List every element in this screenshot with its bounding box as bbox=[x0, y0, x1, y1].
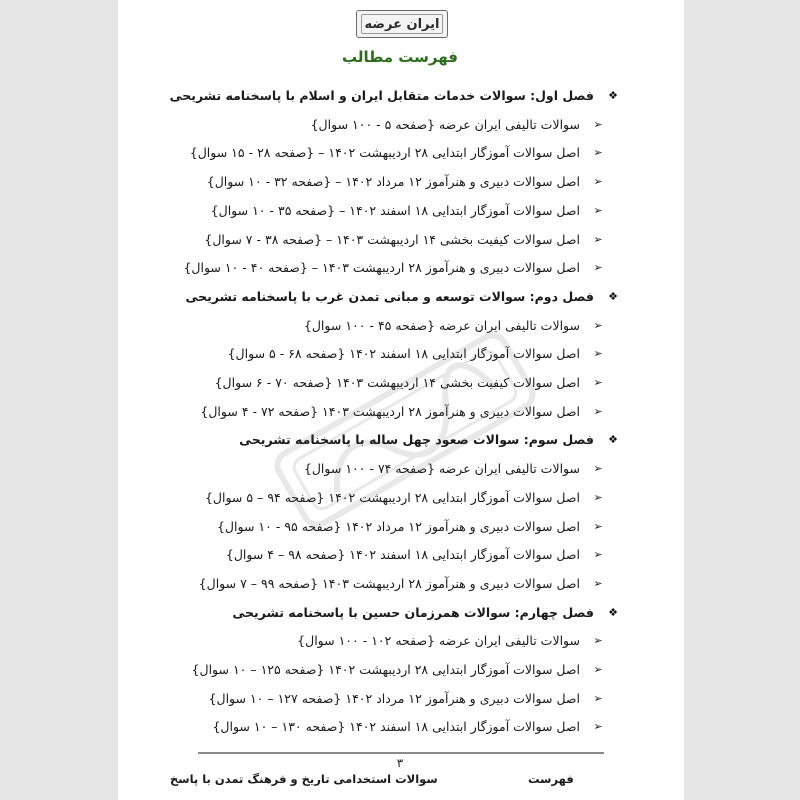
chapter-title: فصل چهارم: سوالات همرزمان حسین با پاسخنامه تشریحی bbox=[232, 604, 594, 620]
arrow-bullet-icon: ➢ bbox=[593, 376, 603, 389]
toc-chapter bbox=[170, 85, 622, 107]
arrow-bullet-icon: ➢ bbox=[593, 318, 603, 332]
arrow-bullet-icon: ➢ bbox=[593, 347, 603, 361]
toc-entry bbox=[200, 401, 604, 423]
entry-text: اصل سوالات آموزگار ابتدایی ۱۸ اسفند ۱۴۰۲ {صفحه ۹۸ – ۴ سوال} bbox=[225, 547, 580, 563]
arrow-bullet-icon: ➢ bbox=[593, 462, 603, 476]
toc-entry bbox=[192, 659, 604, 681]
toc-entry bbox=[209, 688, 604, 710]
toc-chapter bbox=[232, 602, 622, 624]
chapter-title: فصل دوم: سوالات توسعه و مبانی تمدن غرب با پاسخنامه تشریحی bbox=[185, 288, 594, 304]
toc-entry bbox=[199, 573, 604, 595]
toc-entry bbox=[204, 229, 604, 251]
toc-chapter bbox=[186, 286, 622, 308]
toc-entry bbox=[207, 171, 604, 193]
arrow-bullet-icon: ➢ bbox=[593, 720, 603, 734]
logo-text: ایران عرضه bbox=[361, 14, 443, 34]
footer-book-title: سوالات استخدامی تاریخ و فرهنگ تمدن با پاسخ bbox=[170, 772, 438, 786]
toc-entry bbox=[215, 372, 604, 394]
toc-entry bbox=[211, 200, 604, 222]
diamond-bullet-icon: ❖ bbox=[608, 289, 618, 303]
toc-entry bbox=[304, 458, 604, 480]
entry-text: اصل سوالات دبیری و هنرآموز ۲۸ اردیبهشت ۱۴۰۳ {صفحه ۷۲ - ۴ سوال} bbox=[200, 403, 580, 419]
toc-entry bbox=[304, 315, 604, 337]
toc-entry bbox=[226, 544, 604, 566]
entry-text: اصل سوالات دبیری و هنرآموز ۲۸ اردیبهشت ۱۴۰۳ – {صفحه ۴۰ - ۱۰ سوال} bbox=[183, 260, 580, 276]
entry-text: اصل سوالات آموزگار ابتدایی ۲۸ اردیبهشت ۱۴۰۲ {صفحه ۱۲۵ – ۱۰ سوال} bbox=[191, 662, 580, 677]
arrow-bullet-icon: ➢ bbox=[593, 548, 603, 562]
chapter-title: فصل سوم: سوالات صعود چهل ساله با پاسخنامه تشریحی bbox=[239, 432, 594, 448]
footer-divider bbox=[198, 752, 604, 754]
entry-text: اصل سوالات دبیری و هنرآموز ۱۲ مرداد ۱۴۰۲ {صفحه ۹۵ - ۱۰ سوال} bbox=[216, 518, 580, 534]
arrow-bullet-icon: ➢ bbox=[593, 490, 603, 504]
entry-text: اصل سوالات کیفیت بخشی ۱۴ اردیبهشت ۱۴۰۳ {صفحه ۷۰ - ۶ سوال} bbox=[214, 375, 580, 390]
entry-text: سوالات تالیفی ایران عرضه {صفحه ۴۵ - ۱۰۰ سوال} bbox=[303, 317, 580, 333]
entry-text: اصل سوالات آموزگار ابتدایی ۲۸ اردیبهشت ۱۴۰۲ {صفحه ۹۴ – ۵ سوال} bbox=[204, 489, 580, 505]
entry-text: اصل سوالات دبیری و هنرآموز ۲۸ اردیبهشت ۱۴۰۳ {صفحه ۹۹ – ۷ سوال} bbox=[198, 575, 580, 591]
arrow-bullet-icon: ➢ bbox=[593, 232, 603, 246]
entry-text: سوالات تالیفی ایران عرضه {صفحه ۱۰۲ - ۱۰۰ سوال} bbox=[297, 633, 580, 649]
chapter-title: فصل اول: سوالات خدمات متقابل ایران و اسلام با پاسخنامه تشریحی bbox=[169, 88, 594, 103]
arrow-bullet-icon: ➢ bbox=[593, 404, 603, 418]
toc-entry bbox=[217, 516, 604, 538]
toc-title: فهرست مطالب bbox=[342, 48, 458, 66]
arrow-bullet-icon: ➢ bbox=[593, 634, 603, 648]
diamond-bullet-icon: ❖ bbox=[608, 433, 618, 447]
toc-chapter bbox=[239, 429, 622, 451]
arrow-bullet-icon: ➢ bbox=[593, 691, 603, 705]
toc-entry bbox=[228, 343, 604, 365]
arrow-bullet-icon: ➢ bbox=[593, 261, 603, 275]
diamond-bullet-icon: ❖ bbox=[608, 89, 618, 102]
entry-text: اصل سوالات دبیری و هنرآموز ۱۲ مرداد ۱۴۰۲ – {صفحه ۳۲ - ۱۰ سوال} bbox=[206, 174, 580, 190]
entry-text: اصل سوالات آموزگار ابتدایی ۱۸ اسفند ۱۴۰۲ {صفحه ۱۳۰ – ۱۰ سوال} bbox=[212, 719, 580, 735]
arrow-bullet-icon: ➢ bbox=[593, 146, 603, 160]
toc-entry bbox=[183, 257, 604, 279]
toc-entry bbox=[205, 487, 604, 509]
entry-text: اصل سوالات آموزگار ابتدایی ۱۸ اسفند ۱۴۰۲ {صفحه ۶۸ - ۵ سوال} bbox=[227, 346, 580, 362]
arrow-bullet-icon: ➢ bbox=[593, 175, 603, 189]
toc-entry bbox=[297, 630, 604, 652]
toc-entry bbox=[190, 142, 604, 164]
entry-text: اصل سوالات آموزگار ابتدایی ۲۸ اردیبهشت ۱۴۰۲ – {صفحه ۲۸ - ۱۵ سوال} bbox=[189, 145, 580, 161]
toc-entry bbox=[212, 716, 604, 738]
footer-section-label: فهرست bbox=[528, 772, 574, 786]
entry-text: سوالات تالیفی ایران عرضه {صفحه ۷۴ - ۱۰۰ سوال} bbox=[303, 461, 580, 477]
page-number: ۳ bbox=[396, 756, 404, 770]
entry-text: اصل سوالات دبیری و هنرآموز ۱۲ مرداد ۱۴۰۲ {صفحه ۱۲۷ – ۱۰ سوال} bbox=[208, 690, 580, 706]
entry-text: اصل سوالات آموزگار ابتدایی ۱۸ اسفند ۱۴۰۲ – {صفحه ۳۵ - ۱۰ سوال} bbox=[210, 202, 580, 218]
arrow-bullet-icon: ➢ bbox=[593, 203, 603, 217]
entry-text: اصل سوالات کیفیت بخشی ۱۴ اردیبهشت ۱۴۰۳ – {صفحه ۳۸ - ۷ سوال} bbox=[204, 231, 580, 247]
arrow-bullet-icon: ➢ bbox=[593, 117, 603, 131]
toc-entry bbox=[311, 114, 604, 136]
arrow-bullet-icon: ➢ bbox=[593, 663, 603, 676]
arrow-bullet-icon: ➢ bbox=[593, 576, 603, 590]
brand-logo bbox=[356, 10, 448, 38]
arrow-bullet-icon: ➢ bbox=[593, 519, 603, 533]
diamond-bullet-icon: ❖ bbox=[608, 605, 618, 619]
entry-text: سوالات تالیفی ایران عرضه {صفحه ۵ - ۱۰۰ سوال} bbox=[310, 116, 580, 132]
